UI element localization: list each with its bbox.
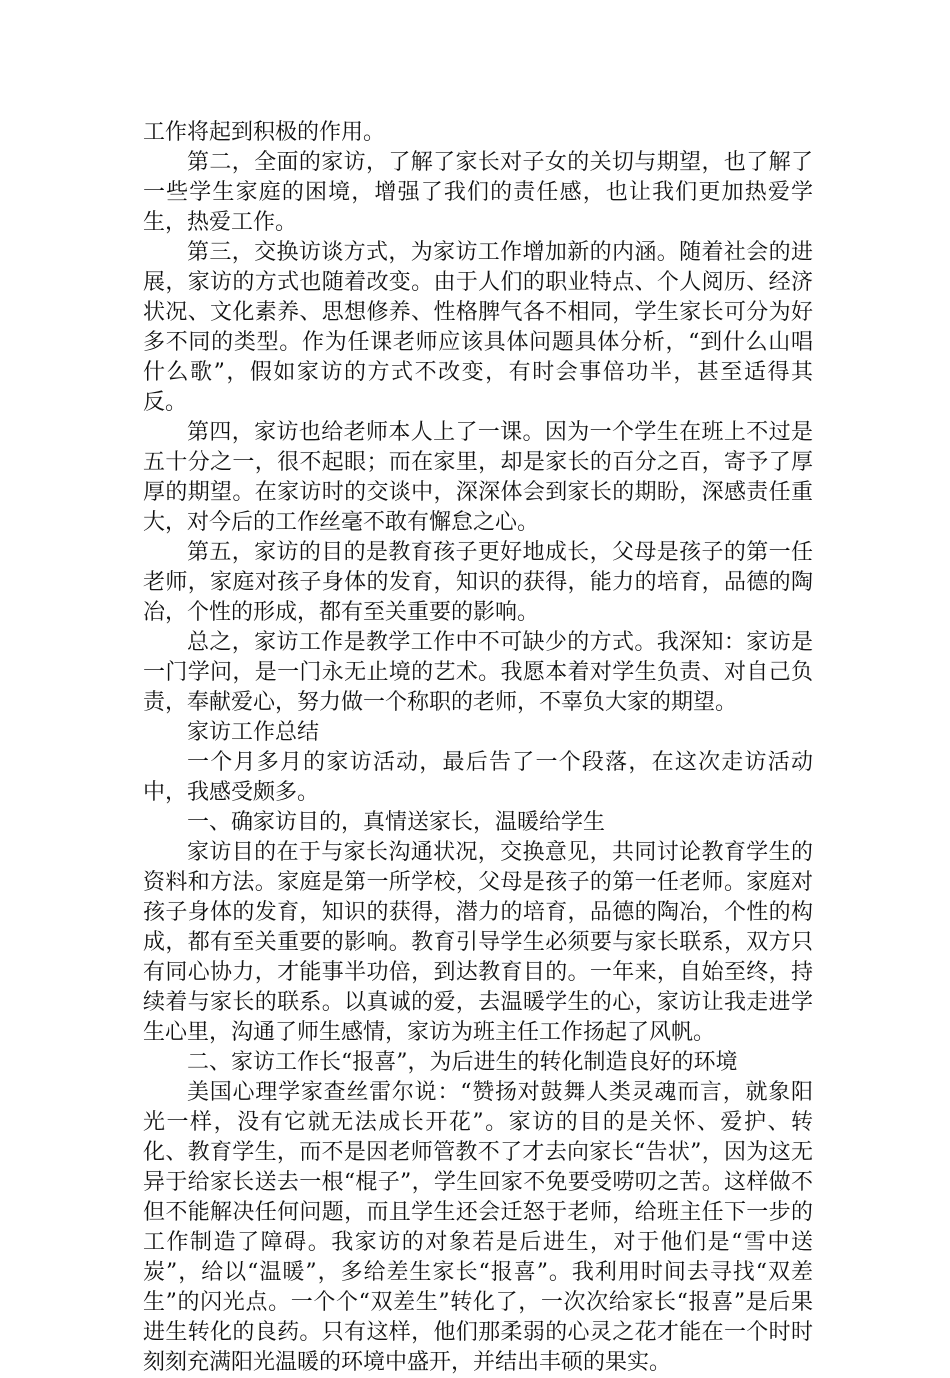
document-page (143, 118, 813, 1378)
paragraph-fifth-point: 第五，家访的目的是教育孩子更好地成长，父母是孩子的第一任老师，家庭对孩子身体的发育，知识的获得，能力的培育，品德的陶冶，个性的形成，都有至关重要的影响。 (143, 540, 813, 625)
heading-part-two: 二、家访工作长“报喜”，为后进生的转化制造良好的环境 (187, 1050, 738, 1075)
paragraph-continuation: 工作将起到积极的作用。 (143, 120, 386, 145)
paragraph-second-point: 第二，全面的家访，了解了家长对子女的关切与期望，也了解了一些学生家庭的困境，增强了我们的责任感，也让我们更加热爱学生，热爱工作。 (143, 150, 813, 235)
paragraph-third-point: 第三，交换访谈方式，为家访工作增加新的内涵。随着社会的进展，家访的方式也随着改变。由于人们的职业特点、个人阅历、经济状况、文化素养、思想修养、性格脾气各不相同，学生家长可分为好多不同的类型。作为任课老师应该具体问题具体分析，“到什么山唱什么歌”，假如家访的方式不改变，有时会事倍功半，甚至适得其反。 (143, 240, 813, 415)
paragraph-fourth-point: 第四，家访也给老师本人上了一课。因为一个学生在班上不过是五十分之一，很不起眼；而在家里，却是家长的百分之百，寄予了厚厚的期望。在家访时的交谈中，深深体会到家长的期盼，深感责任重大，对今后的工作丝毫不敢有懈怠之心。 (143, 420, 813, 535)
section-title: 家访工作总结 (187, 720, 320, 745)
paragraph-intro: 一个月多月的家访活动，最后告了一个段落，在这次走访活动中，我感受颇多。 (143, 750, 813, 805)
paragraph-part-two: 美国心理学家查丝雷尔说：“赞扬对鼓舞人类灵魂而言，就象阳光一样，没有它就无法成长开花”。家访的目的是关怀、爱护、转化、教育学生，而不是因老师管教不了才去向家长“告状”，因为这无异于给家长送去一根“棍子”，学生回家不免要受唠叨之苦。这样做不但不能解决任何问题，而且学生还会迁怒于老师，给班主任下一步的工作制造了障碍。我家访的对象若是后进生，对于他们是“雪中送炭”，给以“温暖”，多给差生家长“报喜”。我利用时间去寻找“双差生”的闪光点。一个个“双差生”转化了，一次次给家长“报喜”是后果进生转化的良药。只有这样，他们那柔弱的心灵之花才能在一个时时刻刻充满阳光温暖的环境中盛开，并结出丰硕的果实。 (143, 1080, 813, 1375)
paragraph-conclusion: 总之，家访工作是教学工作中不可缺少的方式。我深知：家访是一门学问，是一门永无止境的艺术。我愿本着对学生负责、对自己负责，奉献爱心，努力做一个称职的老师，不辜负大家的期望。 (143, 630, 813, 715)
heading-part-one: 一、确家访目的，真情送家长，温暖给学生 (187, 810, 606, 835)
paragraph-part-one: 家访目的在于与家长沟通状况，交换意见，共同讨论教育学生的资料和方法。家庭是第一所学校，父母是孩子的第一任老师。家庭对孩子身体的发育，知识的获得，潜力的培育，品德的陶冶，个性的构成，都有至关重要的影响。教育引导学生必须要与家长联系，双方只有同心协力，才能事半功倍，到达教育目的。一年来，自始至终，持续着与家长的联系。以真诚的爱，去温暖学生的心，家访让我走进学生心里，沟通了师生感情，家访为班主任工作扬起了风帆。 (143, 840, 813, 1045)
